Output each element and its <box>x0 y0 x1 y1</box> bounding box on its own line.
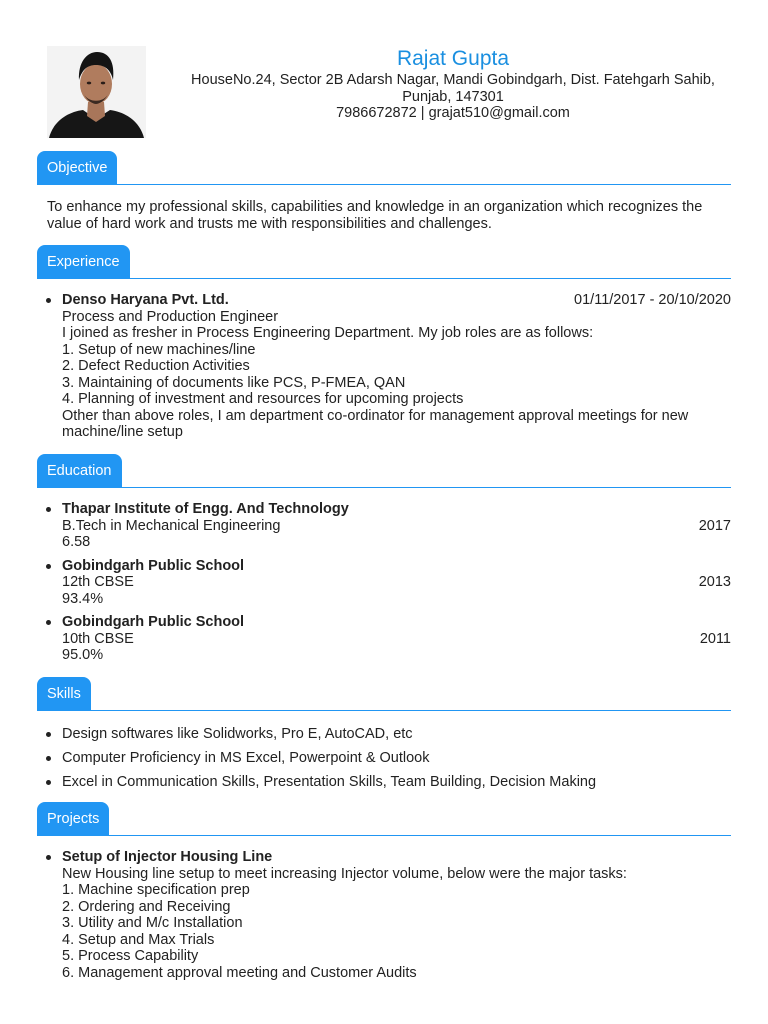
task-item: 1. Machine specification prep <box>62 882 250 898</box>
score: 93.4% <box>62 590 104 607</box>
projects-header <box>37 802 731 838</box>
section-divider <box>37 710 731 711</box>
degree: 10th CBSE <box>62 630 134 647</box>
company-name: Denso Haryana Pvt. Ltd. <box>62 292 229 308</box>
objective-tab: Objective <box>37 151 117 185</box>
profile-photo <box>47 46 146 138</box>
skill-item <box>62 750 731 767</box>
skill-item <box>62 726 731 743</box>
task-item: 6. Management approval meeting and Customer Audits <box>62 964 417 981</box>
other-roles: Other than above roles, I am department co-ordinator for management approval meetings for new machine/line setup <box>62 407 689 440</box>
school-name: Gobindgarh Public School <box>62 557 245 574</box>
bullet-icon <box>46 732 51 737</box>
education-list <box>37 501 731 664</box>
experience-tab: Experience <box>37 245 130 279</box>
skills-section <box>37 677 731 798</box>
score: 6.58 <box>62 534 91 550</box>
projects-section <box>37 802 731 981</box>
education-tab: Education <box>37 454 122 488</box>
skill-text: Design softwares like Solidworks, Pro E, AutoCAD, etc <box>62 726 413 742</box>
task-item: 3. Utility and M/c Installation <box>62 915 243 931</box>
school-name: Gobindgarh Public School <box>62 614 245 630</box>
contact-separator: | <box>420 105 425 121</box>
phone-number: 7986672872 <box>336 105 417 121</box>
job-role: Process and Production Engineer <box>62 308 279 325</box>
education-header <box>37 454 731 490</box>
experience-header <box>37 245 731 281</box>
duty-item: 1. Setup of new machines/line <box>62 341 256 358</box>
project-intro: New Housing line setup to meet increasing Injector volume, below were the major tasks: <box>62 865 627 882</box>
experience-title-row <box>62 292 731 309</box>
projects-tab: Projects <box>37 802 109 836</box>
education-item <box>62 501 731 551</box>
section-divider <box>37 835 731 836</box>
duty-item: 3. Maintaining of documents like PCS, P-FMEA, QAN <box>62 374 406 391</box>
bullet-icon <box>46 756 51 761</box>
job-intro: I joined as fresher in Process Engineering Department. My job roles are as follows: <box>62 325 594 341</box>
degree: 12th CBSE <box>62 574 134 590</box>
score: 95.0% <box>62 647 104 663</box>
degree-row <box>62 574 731 591</box>
bullet-icon <box>46 298 51 303</box>
objective-text: To enhance my professional skills, capabilities and knowledge in an organization which recognizes the value of hard work and trusts me with responsibilities and challenges. <box>47 199 703 232</box>
task-item: 4. Setup and Max Trials <box>62 931 215 948</box>
task-item: 2. Ordering and Receiving <box>62 898 231 915</box>
experience-dates: 01/11/2017 - 20/10/2020 <box>574 292 731 308</box>
objective-section <box>37 151 731 232</box>
email-address[interactable]: grajat510@gmail.com <box>428 105 570 121</box>
bullet-icon <box>46 780 51 785</box>
graduation-year: 2011 <box>699 630 731 647</box>
degree-row <box>62 518 731 535</box>
experience-list <box>37 292 731 441</box>
skills-tab: Skills <box>37 677 91 711</box>
skill-text: Excel in Communication Skills, Presentation Skills, Team Building, Decision Making <box>62 774 597 790</box>
duty-item: 2. Defect Reduction Activities <box>62 358 250 374</box>
candidate-name: Rajat Gupta <box>396 47 510 70</box>
education-item <box>62 614 731 664</box>
address-line-1: HouseNo.24, Sector 2B Adarsh Nagar, Mandi Gobindgarh, Dist. Fatehgarh Sahib, <box>191 72 715 88</box>
objective-header <box>37 151 731 187</box>
project-item <box>62 849 731 981</box>
experience-item <box>62 292 731 441</box>
task-item: 5. Process Capability <box>62 948 199 964</box>
graduation-year: 2017 <box>698 517 731 534</box>
education-item <box>62 558 731 608</box>
project-name: Setup of Injector Housing Line <box>62 849 273 865</box>
degree: B.Tech in Mechanical Engineering <box>62 517 281 534</box>
education-section <box>37 454 731 671</box>
bullet-icon <box>46 564 51 569</box>
graduation-year: 2013 <box>698 574 731 590</box>
experience-section <box>37 245 731 441</box>
degree-row <box>62 631 731 648</box>
school-name: Thapar Institute of Engg. And Technology <box>62 501 349 517</box>
section-divider <box>37 487 731 488</box>
address-line-2: Punjab, 147301 <box>402 88 504 105</box>
projects-list <box>37 849 731 981</box>
resume-header <box>160 46 746 122</box>
skills-list <box>37 726 731 791</box>
bullet-icon <box>46 507 51 512</box>
duty-item: 4. Planning of investment and resources for upcoming projects <box>62 391 464 407</box>
bullet-icon <box>46 620 51 625</box>
section-divider <box>37 278 731 279</box>
skill-text: Computer Proficiency in MS Excel, Powerpoint & Outlook <box>62 750 430 766</box>
skill-item <box>62 774 731 791</box>
section-divider <box>37 184 731 185</box>
contact-line <box>160 105 746 122</box>
skills-header <box>37 677 731 713</box>
bullet-icon <box>46 855 51 860</box>
